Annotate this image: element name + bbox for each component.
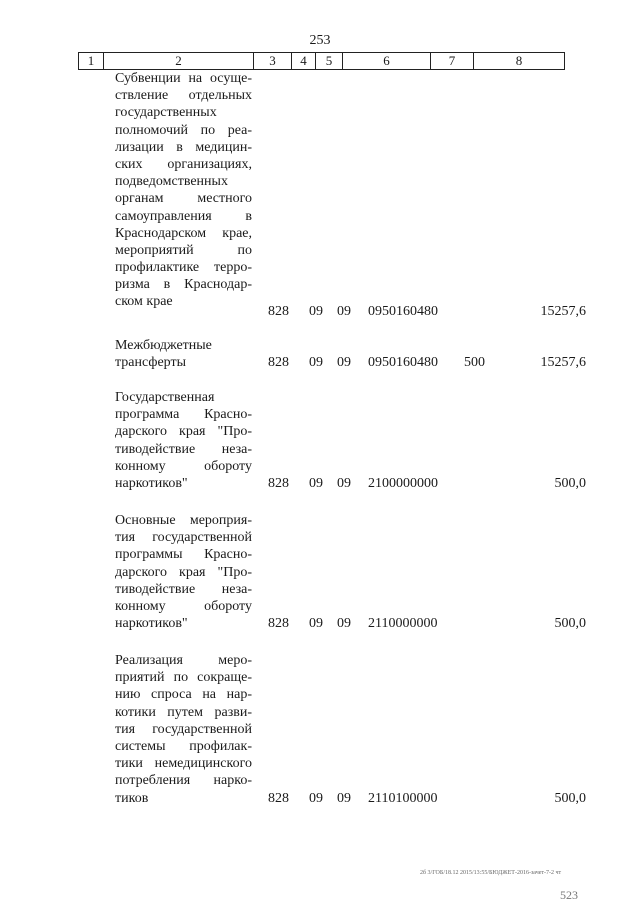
column-header-5: 5: [316, 53, 343, 70]
admin-code: 828: [268, 476, 289, 491]
section-code: 09: [309, 791, 323, 806]
table-row: [0, 337, 640, 371]
description-line: полномочий по реа-: [115, 122, 252, 138]
row-description: [115, 652, 252, 807]
description-line: тиводействие неза-: [115, 441, 252, 457]
description-line: трансферты: [115, 355, 187, 371]
description-line: наркотиков": [115, 616, 188, 632]
description-line: лизации в медицин-: [115, 139, 252, 155]
description-line: потребления нарко-: [115, 773, 252, 789]
table-row: [0, 512, 640, 632]
column-header-7: 7: [431, 53, 474, 70]
description-line: конному обороту: [115, 598, 252, 614]
target-article-code: 2110100000: [368, 791, 438, 806]
admin-code: 828: [268, 616, 289, 631]
description-line: государственных: [115, 105, 217, 121]
description-line: профилактике терро-: [115, 260, 252, 276]
amount: 500,0: [554, 791, 586, 806]
subsection-code: 09: [337, 355, 351, 370]
description-line: дарского края "Про-: [115, 564, 252, 580]
column-header-1: 1: [79, 53, 104, 70]
description-line: ризма в Краснодар-: [115, 277, 252, 293]
row-description: [115, 70, 252, 311]
description-line: котики путем разви-: [115, 704, 252, 720]
section-code: 09: [309, 476, 323, 491]
expense-type-code: 500: [464, 355, 485, 370]
description-line: тиводействие неза-: [115, 581, 252, 597]
description-line: Субвенции на осуще-: [115, 71, 252, 86]
column-header-2: 2: [104, 53, 254, 70]
target-article-code: 2110000000: [368, 616, 438, 631]
description-line: Основные мероприя-: [115, 513, 252, 528]
page-number: 253: [309, 33, 331, 48]
row-description: [115, 337, 252, 371]
description-line: наркотиков": [115, 475, 188, 491]
subsection-code: 09: [337, 616, 351, 631]
description-line: тики немедицинского: [115, 756, 252, 772]
description-line: программы Красно-: [115, 547, 252, 563]
description-line: приятий по сокраще-: [115, 670, 252, 686]
description-line: конному обороту: [115, 458, 252, 474]
subsection-code: 09: [337, 304, 351, 319]
footer-page-number: 523: [560, 888, 578, 902]
description-line: нию спроса на нар-: [115, 687, 252, 703]
section-code: 09: [309, 304, 323, 319]
description-line: тия государственной: [115, 721, 252, 737]
section-code: 09: [309, 616, 323, 631]
description-line: ствление отдельных: [115, 88, 252, 104]
amount: 500,0: [554, 476, 586, 491]
subsection-code: 09: [337, 791, 351, 806]
amount: 500,0: [554, 616, 586, 631]
admin-code: 828: [268, 355, 289, 370]
description-line: Государственная: [115, 390, 215, 405]
table-row: [0, 389, 640, 492]
target-article-code: 0950160480: [368, 304, 438, 319]
description-line: системы профилак-: [115, 738, 252, 754]
description-line: тиков: [115, 790, 149, 806]
column-header-6: 6: [343, 53, 431, 70]
row-description: [115, 389, 252, 492]
description-line: ском крае: [115, 294, 173, 310]
table-row: [0, 652, 640, 807]
description-line: дарского края "Про-: [115, 424, 252, 440]
target-article-code: 2100000000: [368, 476, 438, 491]
description-line: тия государственной: [115, 530, 252, 546]
description-line: мероприятий по: [115, 242, 252, 258]
description-line: Краснодарском крае,: [115, 225, 252, 241]
table-row: [0, 70, 640, 320]
description-line: Межбюджетные: [115, 338, 212, 353]
amount: 15257,6: [540, 304, 586, 319]
description-line: Реализация меро-: [115, 653, 252, 668]
column-header-4: 4: [292, 53, 316, 70]
column-header-3: 3: [254, 53, 292, 70]
subsection-code: 09: [337, 476, 351, 491]
description-line: программа Красно-: [115, 407, 252, 423]
description-line: самоуправления в: [115, 208, 252, 224]
column-header-8: 8: [474, 53, 565, 70]
section-code: 09: [309, 355, 323, 370]
admin-code: 828: [268, 791, 289, 806]
admin-code: 828: [268, 304, 289, 319]
description-line: ских организациях,: [115, 156, 252, 172]
description-line: органам местного: [115, 191, 252, 207]
print-stamp: 2б 3/ГОБ/18.12 2015/13:55/БЮДЖЕТ-2016-зачет-7-2 чт: [420, 870, 562, 876]
target-article-code: 0950160480: [368, 355, 438, 370]
amount: 15257,6: [540, 355, 586, 370]
description-line: подведомственных: [115, 174, 228, 190]
row-description: [115, 512, 252, 632]
